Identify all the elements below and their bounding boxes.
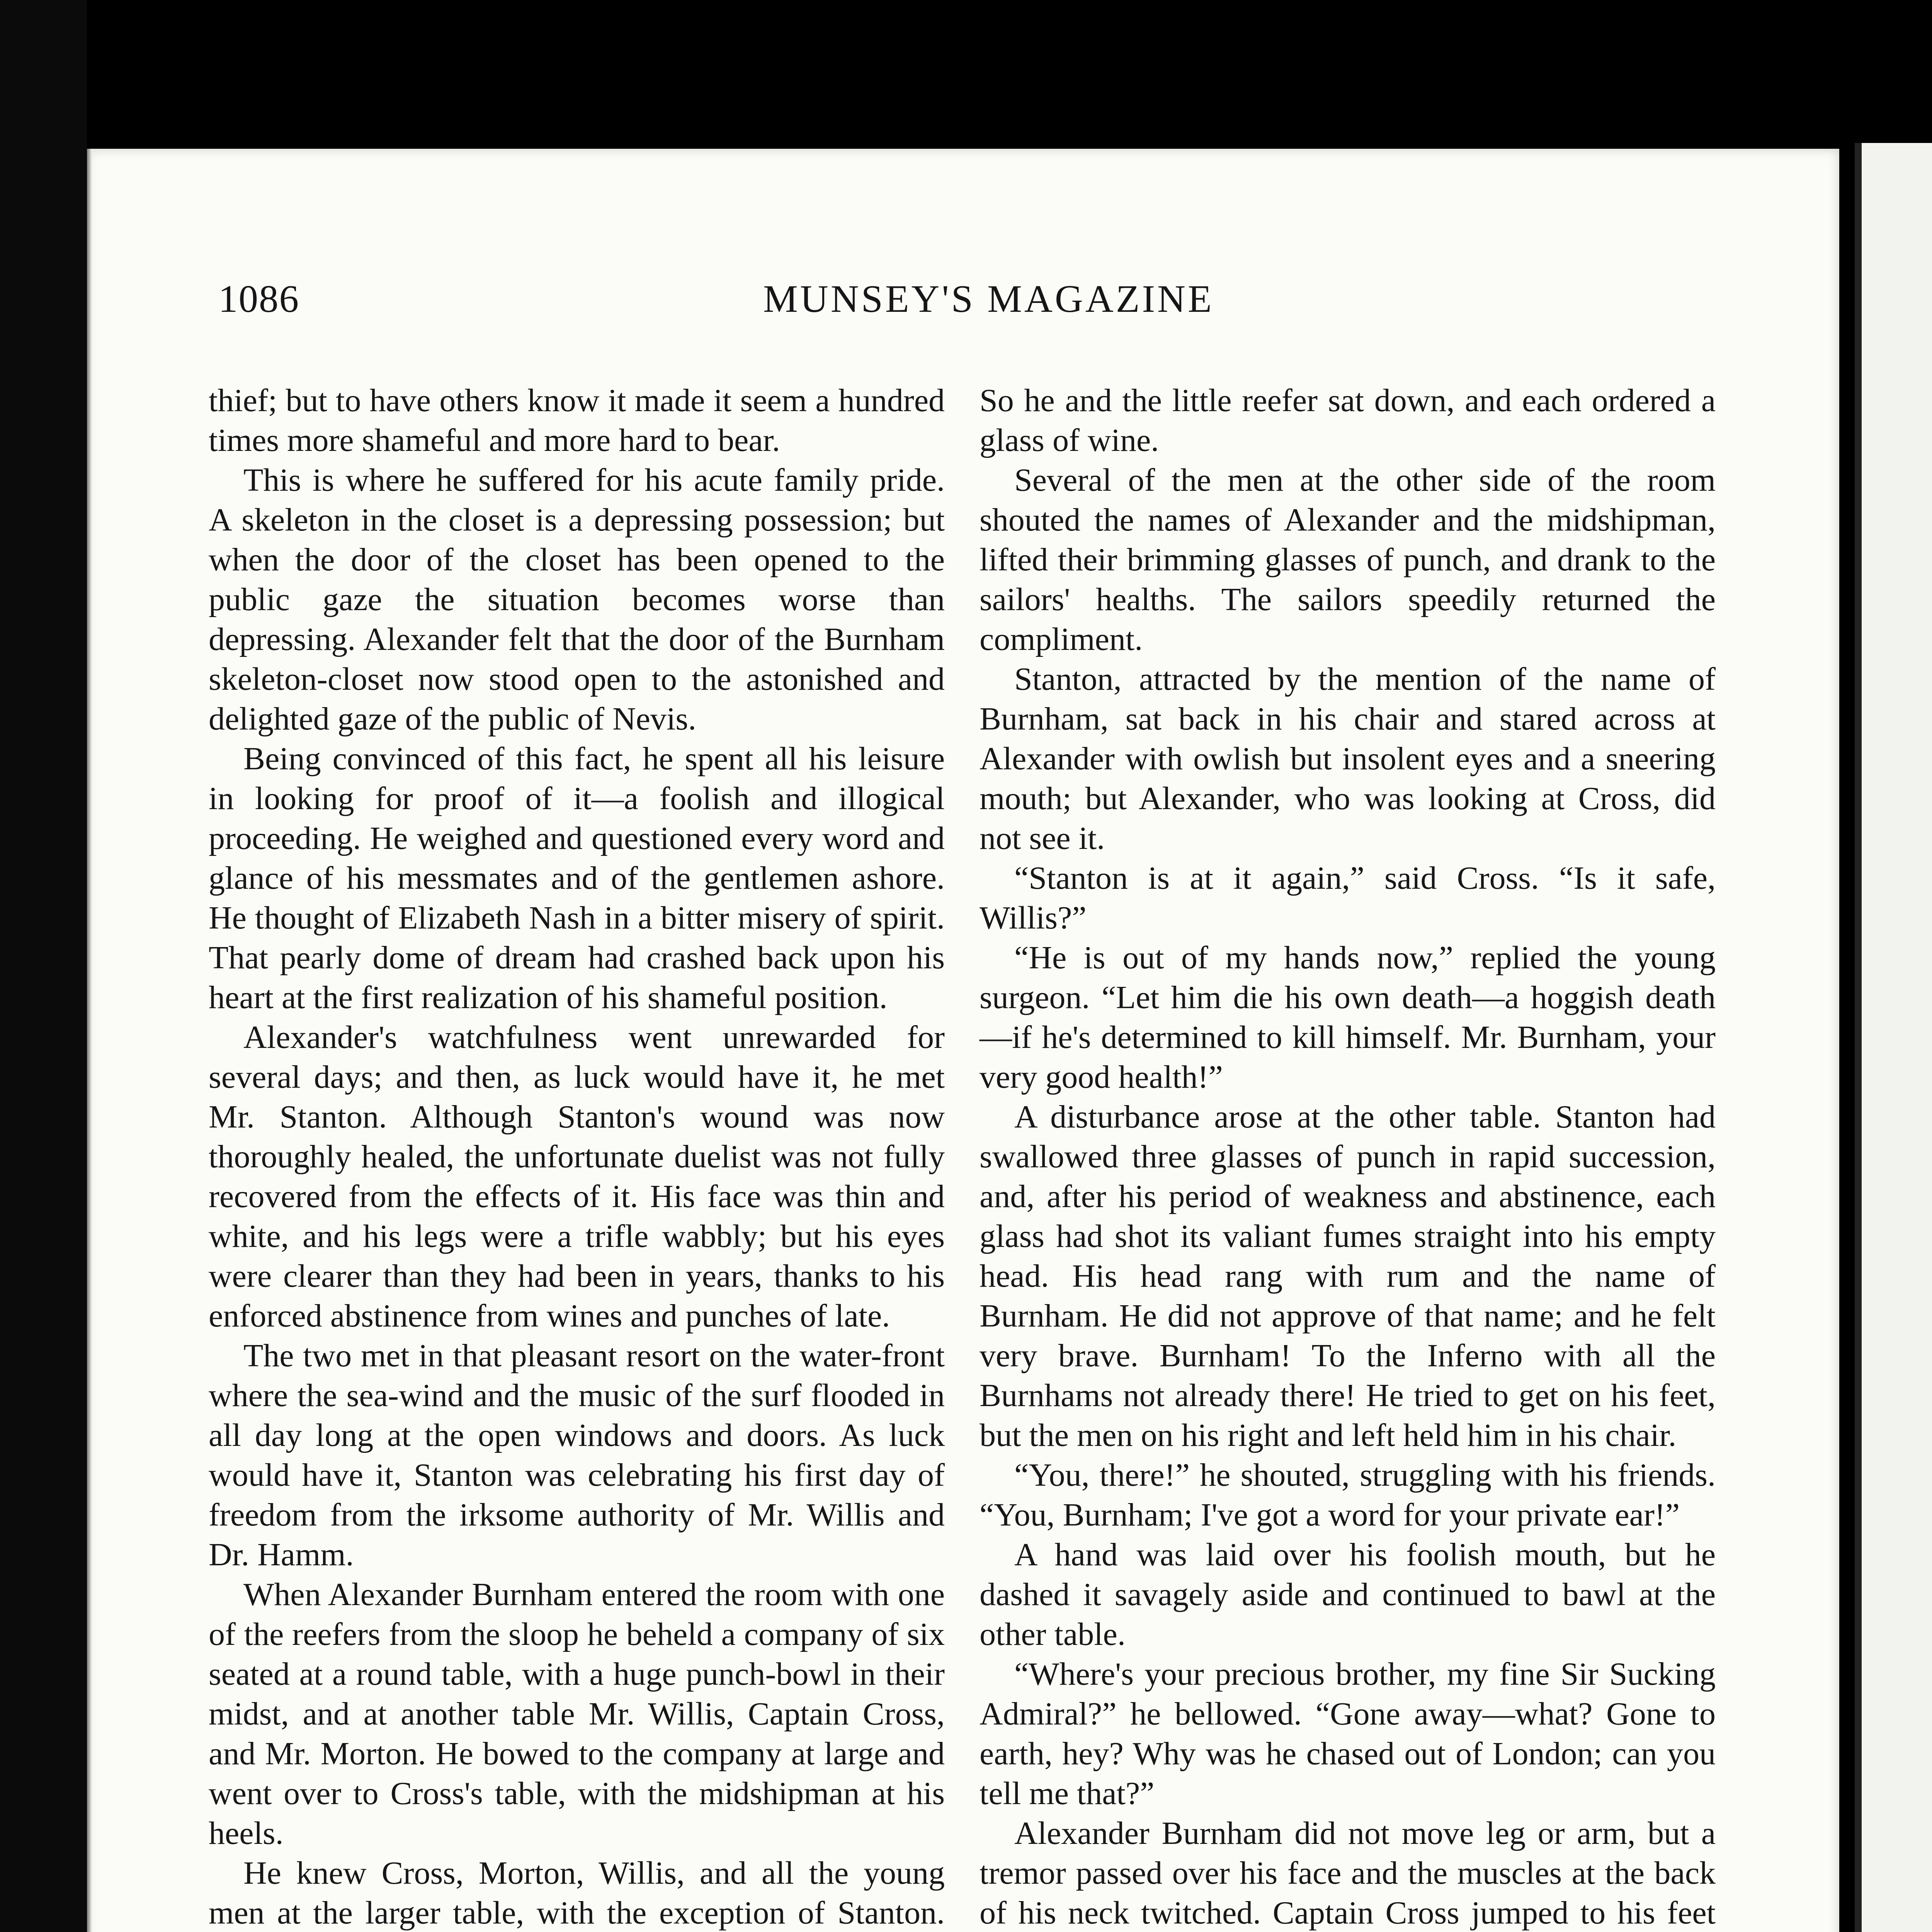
paragraph: Several of the men at the other side of the room shouted the names of Alexander and the midshipman, lifted their brimming glasses of punch, and drank to the sailors' healths. The sailors speedily returned the compliment. (980, 462, 1716, 657)
paragraph: “Stanton is at it again,” said Cross. “Is it safe, Willis?” (980, 860, 1716, 936)
paragraph: A disturbance arose at the other table. Stanton had swallowed three glasses of punch in rapid succession, and, after his period of weakness and abstinence, each glass had shot its valiant fumes straight into his empty head. His head rang with rum and the name of Burnham. He did not approve of that name; and he felt very brave. Burnham! To the Inferno with all the Burnhams not already there! He tried to get on his feet, but the men on his right and left held him in his chair. (980, 1099, 1716, 1453)
page-header (129, 276, 1269, 342)
paragraph: Alexander Burnham did not move leg or arm, but a tremor passed over his face and the muscles at the back of his neck twitched. Captain Cross jumped to his feet (980, 1815, 1716, 1931)
paragraph: “He is out of my hands now,” replied the young surgeon. “Let him die his own death—a hoggish death—if he's determined to kill himself. Mr. Burnham, your very good health!” (980, 940, 1716, 1095)
right-column (980, 381, 1716, 1932)
paragraph: Stanton, attracted by the mention of the name of Burnham, sat back in his chair and stared across at Alexander with owlish but insolent eyes and a sneering mouth; but Alexander, who was looking at Cross, did not see it. (980, 661, 1716, 856)
paragraph: thief; but to have others know it made it seem a hundred times more shameful and more hard to bear. (209, 383, 945, 458)
paragraph: When Alexander Burnham entered the room with one of the reefers from the sloop he beheld a company of six seated at a round table, with a huge punch-bowl in their midst, and at another table Mr. Willis, Captain Cross, and Mr. Morton. He bowed to the company at large and went over to Cross's table, with the midshipman at his heels. (209, 1577, 945, 1851)
left-column (209, 381, 945, 1932)
paragraph: A hand was laid over his foolish mouth, but he dashed it savagely aside and continued to bawl at the other table. (980, 1537, 1716, 1652)
scan-left-border (0, 0, 87, 1932)
page-number: 1086 (218, 277, 299, 320)
paragraph: He knew Cross, Morton, Willis, and all the young men at the larger table, with the exception of Stanton. (209, 1855, 945, 1931)
magazine-title: MUNSEY'S MAGAZINE (763, 277, 1214, 320)
paragraph: So he and the little reefer sat down, and each ordered a glass of wine. (980, 383, 1716, 458)
paragraph: “You, there!” he shouted, struggling with his friends. “You, Burnham; I've got a word for your private ear!” (980, 1457, 1716, 1533)
paragraph: “Where's your precious brother, my fine Sir Sucking Admiral?” he bellowed. “Gone away—what? Gone to earth, hey? Why was he chased out of London; can you tell me that?” (980, 1656, 1716, 1811)
paragraph: The two met in that pleasant resort on the water-front where the sea-wind and the music of the surf flooded in all day long at the open windows and doors. As luck would have it, Stanton was celebrating his first day of freedom from the irksome authority of Mr. Willis and Dr. Hamm. (209, 1338, 945, 1573)
paragraph: Alexander's watchfulness went unrewarded for several days; and then, as luck would have it, he met Mr. Stanton. Although Stanton's wound was now thoroughly healed, the unfortunate duelist was not fully recovered from the effects of it. His face was thin and white, and his legs were a trifle wabbly; but his eyes were clearer than they had been in years, thanks to his enforced abstinence from wines and punches of late. (209, 1019, 945, 1334)
paragraph: Being convinced of this fact, he spent all his leisure in looking for proof of it—a foolish and illogical proceeding. He weighed and questioned every word and glance of his messmates and of the gentlemen ashore. He thought of Elizabeth Nash in a bitter misery of spirit. That pearly dome of dream had crashed back upon his heart at the first realization of his shameful position. (209, 741, 945, 1015)
paragraph: This is where he suffered for his acute family pride. A skeleton in the closet is a depressing possession; but when the door of the closet has been opened to the public gaze the situation becomes worse than depressing. Alexander felt that the door of the Burnham skeleton-closet now stood open to the astonished and delighted gaze of the public of Nevis. (209, 462, 945, 737)
adjacent-page-edge (1855, 143, 1932, 1932)
